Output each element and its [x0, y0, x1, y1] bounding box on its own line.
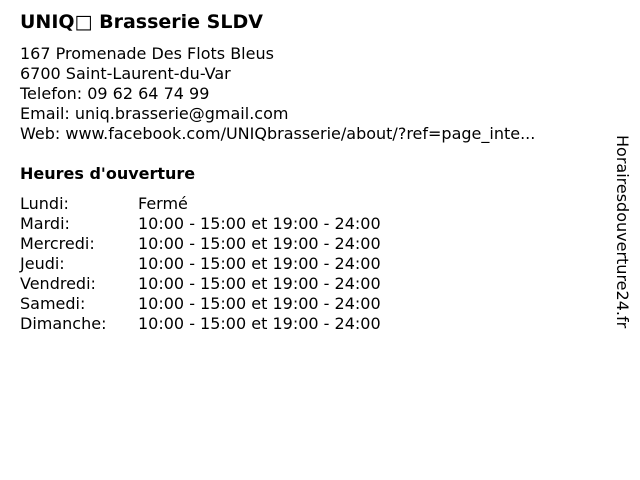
address-street: 167 Promenade Des Flots Bleus: [20, 44, 274, 63]
day-hours: 10:00 - 15:00 et 19:00 - 24:00: [138, 294, 381, 313]
day-hours: 10:00 - 15:00 et 19:00 - 24:00: [138, 274, 381, 293]
day-hours: 10:00 - 15:00 et 19:00 - 24:00: [138, 214, 381, 233]
day-label: Mardi:: [20, 214, 70, 233]
contact-block: [20, 44, 535, 144]
day-label: Vendredi:: [20, 274, 96, 293]
email-line: Email: uniq.brasserie@gmail.com: [20, 104, 289, 123]
day-label: Lundi:: [20, 194, 69, 213]
hours-heading: Heures d'ouverture: [20, 164, 196, 183]
day-hours: 10:00 - 15:00 et 19:00 - 24:00: [138, 254, 381, 273]
day-label: Jeudi:: [20, 254, 65, 273]
day-hours: 10:00 - 15:00 et 19:00 - 24:00: [138, 234, 381, 253]
day-hours: Fermé: [138, 194, 188, 213]
day-label: Mercredi:: [20, 234, 95, 253]
day-label: Samedi:: [20, 294, 86, 313]
web-line: Web: www.facebook.com/UNIQbrasserie/about/?ref=page_inte...: [20, 124, 536, 143]
phone-line: Telefon: 09 62 64 74 99: [20, 84, 210, 103]
address-city: 6700 Saint-Laurent-du-Var: [20, 64, 231, 83]
page-title: UNIQ□ Brasserie SLDV: [20, 11, 263, 33]
day-hours: 10:00 - 15:00 et 19:00 - 24:00: [138, 314, 381, 333]
site-watermark: Horairesdouverture24.fr: [613, 135, 632, 329]
day-label: Dimanche:: [20, 314, 107, 333]
